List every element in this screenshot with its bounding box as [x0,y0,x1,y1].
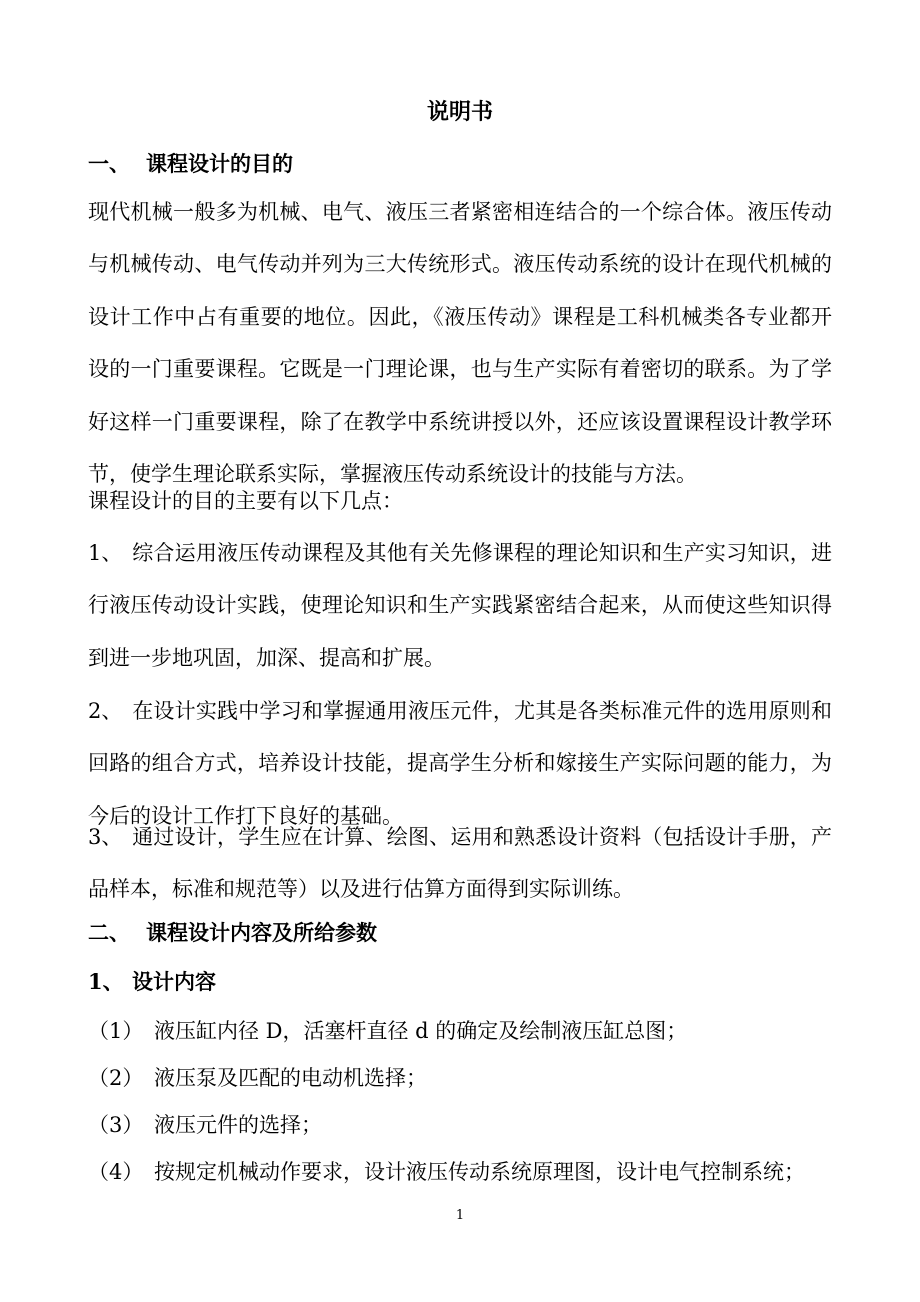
section-1-heading [88,148,293,180]
content-item-2-text: 液压泵及匹配的电动机选择； [154,1066,427,1090]
purpose-item-2-text: 在设计实践中学习和掌握通用液压元件，尤其是各类标准元件的选用原则和回路的组合方式，培养设计技能，提高学生分析和嫁接生产实际问题的能力，为今后的设计工作打下良好的基础。 [88,699,832,828]
section-1-number: 一、 [88,151,130,176]
content-item-4-number: （4） [88,1160,144,1184]
content-item-4 [88,1156,832,1188]
content-item-4-text: 按规定机械动作要求，设计液压传动系统原理图，设计电气控制系统； [154,1160,805,1184]
section-2-heading [88,917,377,949]
section-1-lead: 课程设计的目的主要有以下几点： [88,489,403,513]
content-item-3-text: 液压元件的选择； [154,1113,322,1137]
section-1-title: 课程设计的目的 [146,151,293,176]
page-number: 1 [455,1208,465,1223]
purpose-item-1 [88,527,832,684]
content-item-2 [88,1062,832,1094]
purpose-item-3-number: 3、 [88,825,123,849]
purpose-item-2-number: 2、 [88,699,123,723]
content-item-1 [88,1015,832,1047]
purpose-item-1-text: 综合运用液压传动课程及其他有关先修课程的理论知识和生产实习知识，进行液压传动设计实践，使理论知识和生产实践紧密结合起来，从而使这些知识得到进一步地巩固，加深、提高和扩展。 [88,541,832,670]
subsection-1-heading [88,966,216,998]
subsection-1-number: 1、 [88,969,124,994]
content-item-2-number: （2） [88,1066,144,1090]
content-item-1-text: 液压缸内径 D，活塞杆直径 d 的确定及绘制液压缸总图； [154,1019,688,1043]
content-item-3-number: （3） [88,1113,144,1137]
subsection-1-title: 设计内容 [132,969,216,994]
content-item-1-number: （1） [88,1019,144,1043]
section-1-intro: 现代机械一般多为机械、电气、液压三者紧密相连结合的一个综合体。液压传动与机械传动、电气传动并列为三大传统形式。液压传动系统的设计在现代机械的设计工作中占有重要的地位。因此，《液压传动》课程是工科机械类各专业都开设的一门重要课程。它既是一门理论课，也与生产实际有着密切的联系。为了学好这样一门重要课程，除了在教学中系统讲授以外，还应该设置课程设计教学环节，使学生理论联系实际，掌握液压传动系统设计的技能与方法。 [88,200,832,487]
document-title: 说明书 [426,99,493,125]
section-2-number: 二、 [88,920,130,945]
content-item-3 [88,1109,832,1141]
purpose-item-1-number: 1、 [88,541,123,565]
section-2-title: 课程设计内容及所给参数 [146,920,377,945]
purpose-item-3 [88,811,832,916]
purpose-item-3-text: 通过设计，学生应在计算、绘图、运用和熟悉设计资料（包括设计手册，产品样本，标准和规范等）以及进行估算方面得到实际训练。 [88,825,832,902]
